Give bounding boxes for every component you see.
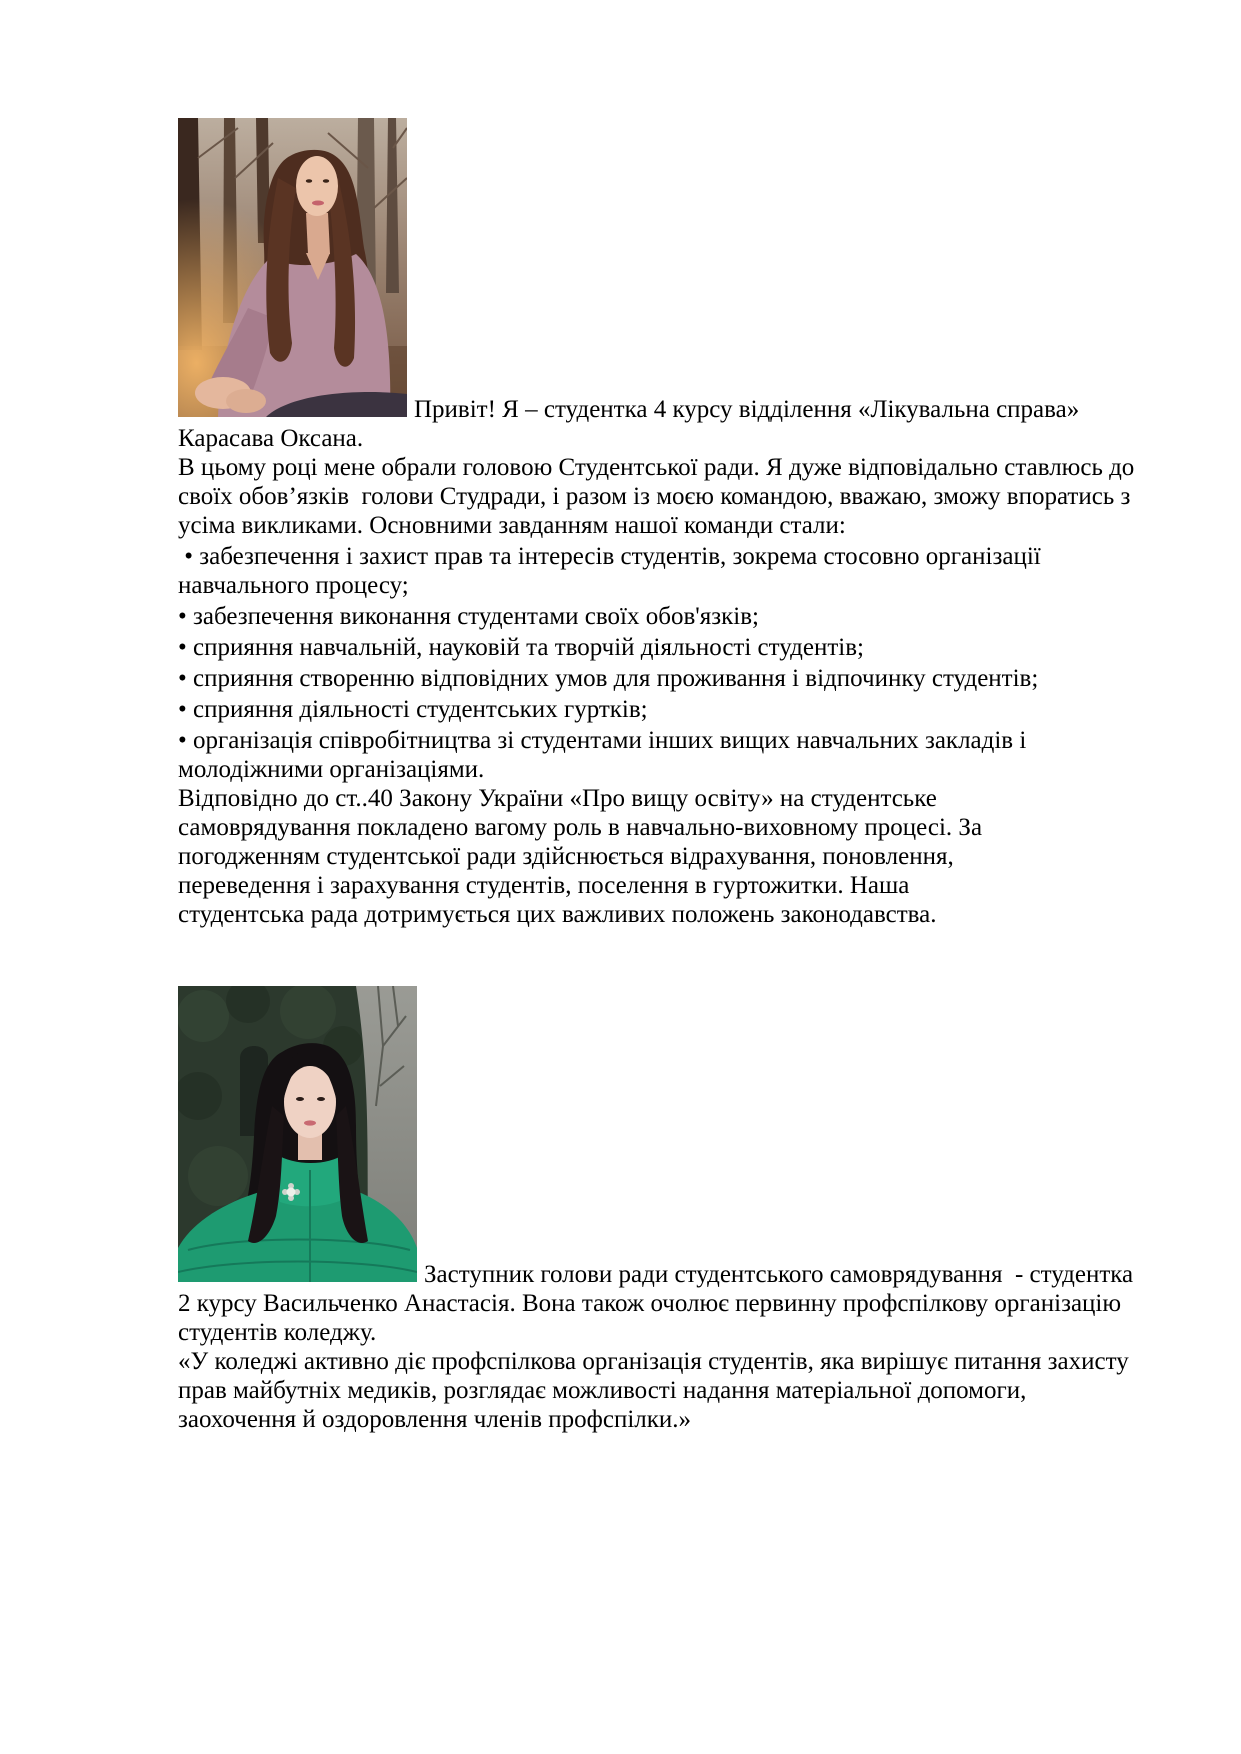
- intro-line: усіма викликами. Основними завданням нашої команди стали:: [178, 512, 846, 539]
- law-paragraph-line: переведення і зарахування студентів, поселення в гуртожитки. Наша: [178, 872, 910, 899]
- task-line: • сприяння діяльності студентських гуртків;: [178, 696, 648, 723]
- task-list-item: [178, 542, 1218, 600]
- task-list-item: [178, 726, 1218, 784]
- student-name: Карасава Оксана.: [178, 425, 364, 452]
- intro-line: В цьому році мене обрали головою Студентської ради. Я дуже відповідально ставлюсь до: [178, 454, 1135, 481]
- task-list-item: [178, 695, 1218, 724]
- intro-line: 2 курсу Васильченко Анастасія. Вона також очолює первинну профспілкову організацію: [178, 1290, 1122, 1317]
- law-paragraph-line: самоврядування покладено вагому роль в навчально-виховному процесі. За: [178, 814, 983, 841]
- task-list-item: [178, 633, 1218, 662]
- quote-line: заохочення й оздоровлення членів профспілки.»: [178, 1406, 692, 1433]
- greeting-line: [178, 118, 1218, 424]
- student-council-head-section: [178, 118, 1218, 929]
- task-list-item: [178, 602, 1218, 631]
- role-line: [178, 986, 1218, 1289]
- intro-line: своїх обов’язків голови Студради, і разом із моєю командою, вважаю, зможу впоратись з: [178, 483, 1131, 510]
- task-line: • сприяння навчальній, науковій та творчій діяльності студентів;: [178, 634, 864, 661]
- task-line: • забезпечення і захист прав та інтересів студентів, зокрема стосовно організації: [178, 543, 1041, 570]
- law-paragraph-line: студентська рада дотримується цих важливих положень законодавства.: [178, 901, 937, 928]
- task-line: • забезпечення виконання студентами своїх обов'язків;: [178, 603, 759, 630]
- quote-line: прав майбутніх медиків, розглядає можливості надання матеріальної допомоги,: [178, 1377, 1027, 1404]
- role-text: Заступник голови ради студентського самоврядування - студентка: [424, 1261, 1134, 1288]
- deputy-head-section: [178, 986, 1218, 1434]
- greeting-text: Привіт! Я – студентка 4 курсу відділення «Лікувальна справа»: [414, 396, 1080, 423]
- law-paragraph-line: Відповідно до ст..40 Закону України «Про вищу освіту» на студентське: [178, 785, 937, 812]
- task-list-item: [178, 664, 1218, 693]
- quote-line: «У коледжі активно діє профспілкова організація студентів, яка вирішує питання захисту: [178, 1348, 1129, 1375]
- task-line: молодіжними організаціями.: [178, 756, 485, 783]
- task-line: • сприяння створенню відповідних умов для проживання і відпочинку студентів;: [178, 665, 1039, 692]
- law-paragraph-line: погодженням студентської ради здійснюється відрахування, поновлення,: [178, 843, 954, 870]
- task-line: навчального процесу;: [178, 572, 409, 599]
- task-line: • організація співробітництва зі студентами інших вищих навчальних закладів і: [178, 727, 1027, 754]
- intro-line: студентів коледжу.: [178, 1319, 377, 1346]
- photo-vasylchenko-anastasiia: [178, 986, 417, 1282]
- photo-karasava-oksana: [178, 118, 407, 417]
